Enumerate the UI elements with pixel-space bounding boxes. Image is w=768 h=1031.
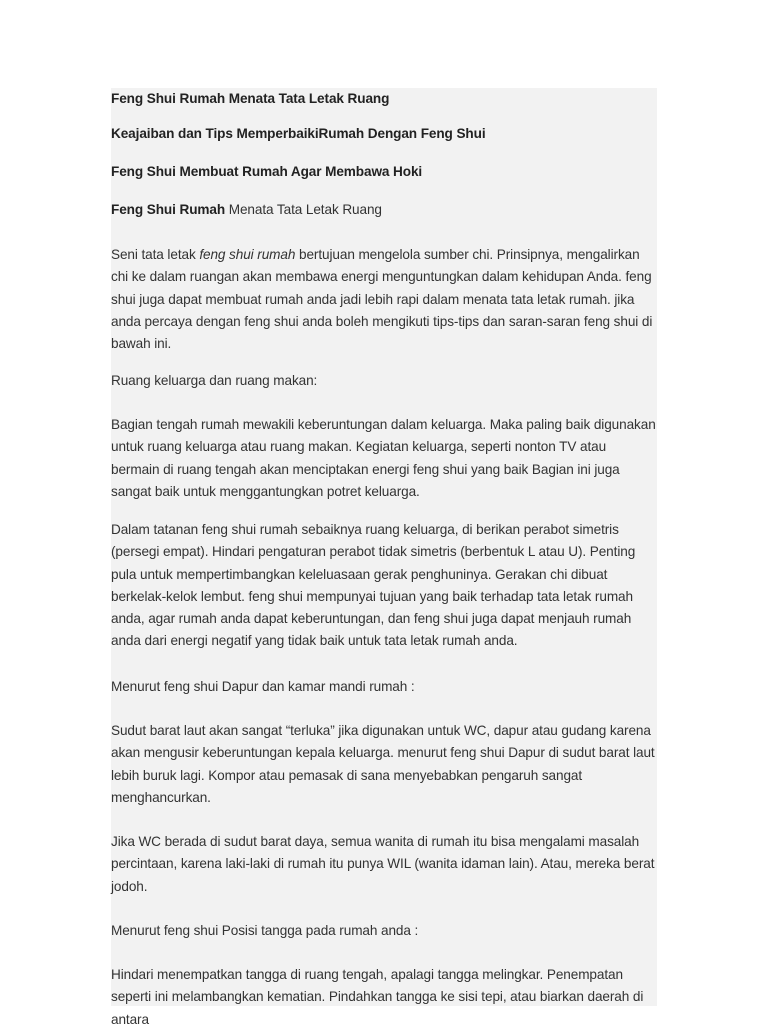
section-title-dapur: Menurut feng shui Dapur dan kamar mandi rumah : xyxy=(111,679,415,694)
subtitle-rest: Menata Tata Letak Ruang xyxy=(225,202,382,217)
intro-text-end: bertujuan mengelola sumber chi. Prinsipnya, mengalirkan chi ke dalam ruangan akan membawa energi menguntungkan dalam kehidupan Anda. feng shui juga dapat membuat rumah anda jadi lebih rapi dalam menata tata letak rumah. jika anda percaya dengan feng shui anda boleh mengikuti tips-tips dan saran-saran feng shui di bawah ini. xyxy=(111,247,653,352)
paragraph-tatanan: Dalam tatanan feng shui rumah sebaiknya ruang keluarga, di berikan perabot simetris (persegi empat). Hindari pengaturan perabot tidak simetris (berbentuk L atau U). Penting pula untuk mempertimbangkan keleluasaan gerak penghuninya. Gerakan chi dibuat berkelak-kelok lembut. feng shui mempunyai tujuan yang baik terhadap tata letak rumah anda, agar rumah anda dapat keberuntungan, dan feng shui juga dapat menjauh rumah anda dari energi negatif yang tidak baik untuk tata letak rumah anda. xyxy=(111,522,636,649)
intro-paragraph xyxy=(111,244,657,355)
article-body xyxy=(111,88,657,1027)
subtitle-bold: Feng Shui Rumah xyxy=(111,202,226,217)
paragraph-wc-barat-daya: Jika WC berada di sudut barat daya, semua wanita di rumah itu bisa mengalami masalah percintaan, karena laki-laki di rumah itu punya WIL (wanita idaman lain). Atau, mereka berat jodoh. xyxy=(111,834,655,894)
intro-text-start: Seni tata letak xyxy=(111,247,200,262)
heading-2: Keajaiban dan Tips MemperbaikiRumah Dengan Feng Shui xyxy=(111,126,486,141)
intro-italic: feng shui rumah xyxy=(199,247,296,262)
paragraph-sudut-barat-laut: Sudut barat laut akan sangat “terluka” jika digunakan untuk WC, dapur atau gudang karena akan mengusir keberuntungan kepala keluarga. menurut feng shui Dapur di sudut barat laut lebih buruk lagi. Kompor atau pemasak di sana menyebabkan pengaruh sangat menghancurkan. xyxy=(111,723,655,805)
paragraph-hindari-tangga: Hindari menempatkan tangga di ruang tengah, apalagi tangga melingkar. Penempatan seperti ini melambangkan kematian. Pindahkan tangga ke sisi tepi, atau biarkan daerah di antara xyxy=(111,967,644,1027)
heading-1: Feng Shui Rumah Menata Tata Letak Ruang xyxy=(111,91,390,106)
paragraph-bagian-tengah: Bagian tengah rumah mewakili keberuntungan dalam keluarga. Maka paling baik digunakan untuk ruang keluarga atau ruang makan. Kegiatan keluarga, seperti nonton TV atau bermain di ruang tengah akan menciptakan energi feng shui yang baik Bagian ini juga sangat baik untuk menggantungkan potret keluarga. xyxy=(111,417,656,499)
section-title-tangga: Menurut feng shui Posisi tangga pada rumah anda : xyxy=(111,923,419,938)
heading-3: Feng Shui Membuat Rumah Agar Membawa Hoki xyxy=(111,164,423,179)
subtitle xyxy=(111,199,657,221)
section-title-ruang-keluarga: Ruang keluarga dan ruang makan: xyxy=(111,373,318,388)
